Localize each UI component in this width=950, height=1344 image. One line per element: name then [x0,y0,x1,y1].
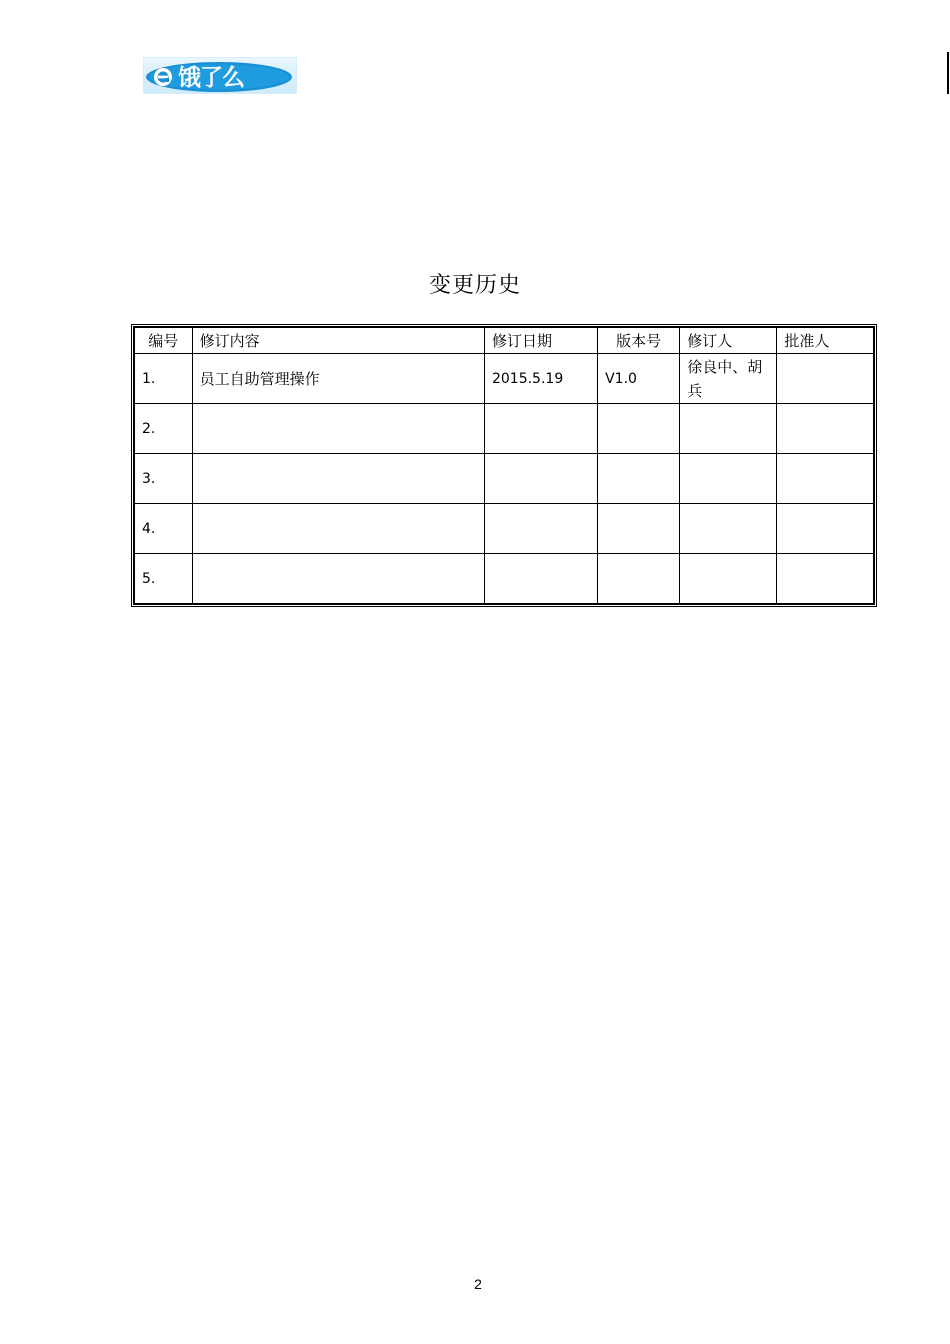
cell-version [598,404,680,454]
cell-date [484,404,597,454]
cell-number: 3. [134,454,192,504]
cell-date [484,554,597,605]
cell-version [598,454,680,504]
table-row [134,504,874,554]
change-history-table [133,326,875,605]
cell-date: 2015.5.19 [484,354,597,404]
cell-number: 2. [134,404,192,454]
cell-date [484,504,597,554]
cell-date [484,454,597,504]
cell-number: 5. [134,554,192,605]
cell-approver [777,354,874,404]
cell-reviser [680,404,777,454]
column-header-approver: 批准人 [777,327,874,354]
cell-content: 员工自助管理操作 [192,354,484,404]
cell-reviser [680,504,777,554]
cell-content [192,454,484,504]
page-number: 2 [474,1276,482,1292]
cell-number: 4. [134,504,192,554]
column-header-version: 版本号 [598,327,680,354]
svg-text:饿了么: 饿了么 [178,65,244,91]
table-row [134,404,874,454]
table-row [134,454,874,504]
cell-approver [777,454,874,504]
cell-content [192,404,484,454]
column-header-date: 修订日期 [484,327,597,354]
eleme-logo-icon [144,58,297,94]
table-row [134,554,874,605]
cell-version [598,554,680,605]
cell-version [598,504,680,554]
cell-reviser [680,554,777,605]
page-edge-mark [947,52,949,94]
cell-approver [777,504,874,554]
column-header-content: 修订内容 [192,327,484,354]
cell-content [192,504,484,554]
document-title: 变更历史 [428,273,521,298]
table-header-row [134,327,874,354]
cell-content [192,554,484,605]
column-header-number: 编号 [134,327,192,354]
cell-number: 1. [134,354,192,404]
column-header-reviser: 修订人 [680,327,777,354]
cell-approver [777,404,874,454]
eleme-logo [143,57,297,94]
cell-approver [777,554,874,605]
table-row [134,354,874,404]
cell-reviser [680,454,777,504]
cell-version: V1.0 [598,354,680,404]
cell-reviser: 徐良中、胡兵 [680,354,777,404]
